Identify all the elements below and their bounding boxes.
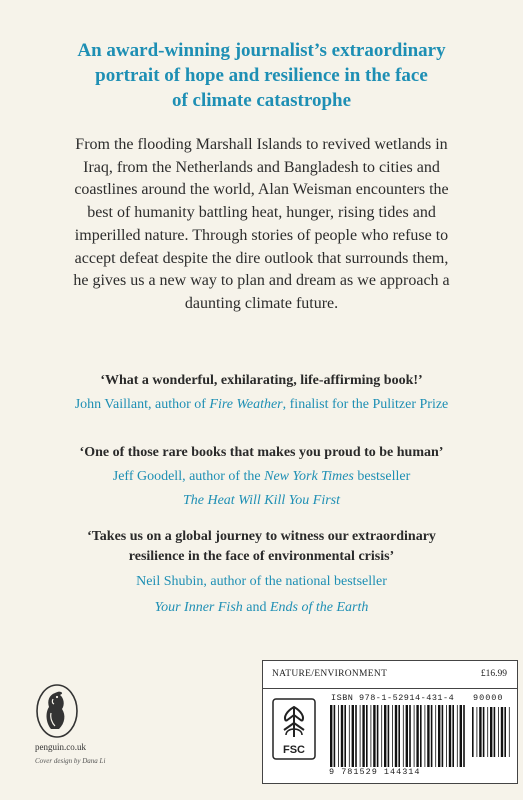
- barcode-digits: 9 781529 144314: [329, 767, 421, 777]
- barcode-bar: [409, 705, 411, 767]
- review-quote: ‘What a wonderful, exhilarating, life-affirming book!’: [100, 373, 423, 388]
- barcode-bar: [416, 705, 418, 767]
- barcode-bar: [479, 707, 481, 757]
- barcode-bar: [334, 705, 336, 767]
- barcode-bar: [420, 705, 422, 767]
- barcode-bar: [457, 705, 458, 767]
- barcode-bar: [498, 707, 499, 757]
- blurb-line: best of humanity battling heat, hunger, rising tides and: [87, 204, 436, 222]
- barcode-bar: [460, 705, 462, 767]
- blurb-line: imperilled nature. Through stories of people who refuse to: [74, 226, 449, 244]
- headline-line: An award-winning journalist’s extraordinary: [77, 40, 446, 61]
- isbn-text: ISBN 978-1-52914-431-4: [331, 693, 455, 703]
- barcode-bar: [352, 705, 354, 767]
- barcode-bar: [366, 705, 368, 767]
- barcode-bar: [341, 705, 343, 767]
- attribution-title: The Heat Will Kill You First: [182, 492, 340, 508]
- barcode-bar: [483, 707, 485, 757]
- barcode-bar: [398, 705, 400, 767]
- barcode-bar: [381, 705, 382, 767]
- review-attribution: Neil Shubin, author of the national bestseller: [136, 574, 387, 589]
- headline-line: of climate catastrophe: [171, 90, 352, 111]
- attribution-text: and: [242, 600, 270, 615]
- barcode-bar: [414, 705, 415, 767]
- review-attribution: [20, 491, 503, 511]
- barcode-bar: [360, 705, 361, 767]
- barcode-bar: [509, 707, 510, 757]
- barcode-bar: [431, 705, 433, 767]
- barcode-box: [262, 660, 518, 784]
- barcode-bar: [395, 705, 397, 767]
- barcode-bar: [362, 705, 364, 767]
- barcode-bar: [452, 705, 454, 767]
- attribution-title: Your Inner Fish: [154, 600, 243, 615]
- blurb-line: Iraq, from the Netherlands and Bangladesh to cities and: [83, 158, 440, 176]
- barcode-bar: [392, 705, 393, 767]
- barcode-bar: [438, 705, 440, 767]
- attribution-title: Ends of the Earth: [270, 600, 369, 615]
- review-attribution: [20, 395, 503, 415]
- review-attribution: [20, 467, 503, 487]
- barcode-bar: [338, 705, 339, 767]
- barcode-bar: [330, 705, 332, 767]
- blurb-line: accept defeat despite the dire outlook that surrounds them,: [74, 249, 449, 267]
- barcode-bar: [406, 705, 408, 767]
- blurb: [40, 134, 483, 316]
- review-quote: resilience in the face of environmental crisis’: [128, 548, 395, 564]
- category-row: [263, 661, 517, 689]
- attribution-text: Jeff Goodell, author of the: [112, 468, 265, 484]
- attribution-text: , finalist for the Pulitzer Prize: [282, 396, 449, 412]
- barcode-bar: [477, 707, 478, 757]
- penguin-logo-icon: [35, 683, 79, 739]
- cover-credit: Cover design by Dana Li: [35, 757, 106, 765]
- review-quote: ‘Takes us on a global journey to witness our extraordinary: [87, 529, 436, 544]
- fsc-logo-icon: [269, 697, 319, 775]
- barcode-bar: [446, 705, 447, 767]
- barcode-bar: [377, 705, 379, 767]
- barcode-bar: [504, 707, 506, 757]
- barcode-bar: [490, 707, 492, 757]
- barcode-bar: [501, 707, 503, 757]
- barcode-bar: [487, 707, 488, 757]
- review-vaillant: [20, 371, 503, 415]
- barcode-bar: [388, 705, 390, 767]
- barcode-bar: [472, 707, 474, 757]
- barcode-bar: [355, 705, 357, 767]
- barcode-bar: [449, 705, 451, 767]
- headline-line: portrait of hope and resilience in the face: [95, 65, 428, 86]
- barcode-bar: [425, 705, 426, 767]
- blurb-line: From the flooding Marshall Islands to revived wetlands in: [75, 136, 448, 153]
- price-label: £16.99: [480, 669, 507, 679]
- addon-barcode: [471, 707, 511, 757]
- fsc-label: FSC: [283, 744, 305, 756]
- barcode-bar: [435, 705, 436, 767]
- barcode-bar: [442, 705, 444, 767]
- review-goodell: [20, 443, 503, 511]
- attribution-text: John Vaillant, author of: [74, 396, 210, 412]
- barcode-bar: [371, 705, 372, 767]
- barcode-bar: [494, 707, 496, 757]
- ean-barcode: [329, 705, 465, 767]
- barcode-bar: [344, 705, 346, 767]
- barcode-bar: [384, 705, 386, 767]
- blurb-line: he gives us a new way to plan and dream as we approach a: [73, 272, 450, 290]
- attribution-text: bestseller: [353, 468, 411, 484]
- barcode-bar: [349, 705, 350, 767]
- barcode-bar: [463, 705, 465, 767]
- category-label: NATURE/ENVIRONMENT: [272, 669, 388, 679]
- headline: [40, 38, 483, 113]
- barcode-bar: [427, 705, 429, 767]
- review-shubin: [20, 527, 503, 618]
- blurb-line: coastlines around the world, Alan Weisman encounters the: [74, 181, 449, 199]
- review-quote: ‘One of those rare books that makes you proud to be human’: [79, 445, 444, 460]
- addon-digits: 90000: [473, 693, 504, 703]
- attribution-title: Fire Weather: [209, 396, 283, 412]
- review-attribution: [20, 598, 503, 618]
- attribution-title: New York Times: [264, 468, 354, 484]
- barcode-bar: [373, 705, 375, 767]
- blurb-line: daunting climate future.: [184, 294, 339, 312]
- barcode-bar: [403, 705, 404, 767]
- publisher-website: penguin.co.uk: [35, 742, 86, 752]
